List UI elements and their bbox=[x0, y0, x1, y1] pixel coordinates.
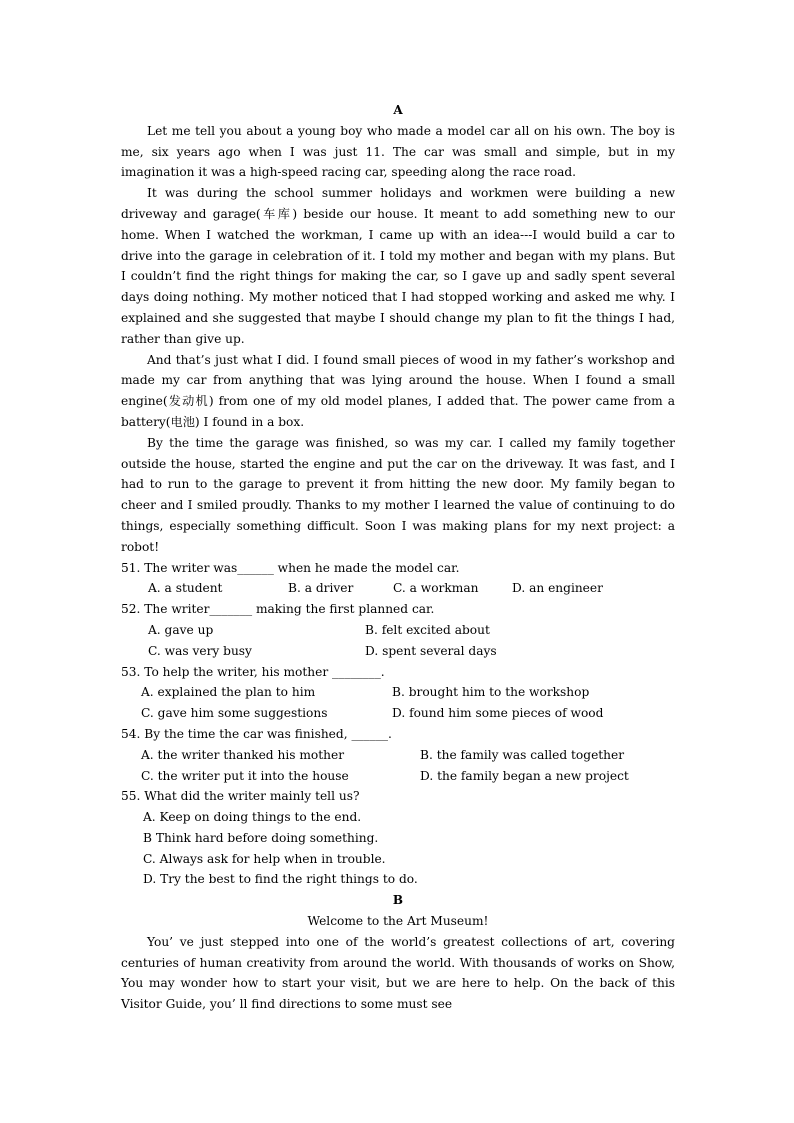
question-51-options bbox=[121, 578, 675, 599]
question-54-option-d: D. the family began a new project bbox=[420, 768, 629, 783]
question-53-option-c: C. gave him some suggestions bbox=[141, 706, 328, 721]
question-55-option-d: D. Try the best to find the right things to do. bbox=[143, 872, 418, 887]
passage-a-paragraph-2: It was during the school summer holidays and workmen were building a new driveway and garage(车库) beside our house. It meant to add something new to our home. When I watched the workman, I came up with an idea---I would build a car to drive into the garage in celebration of it. I told my mother and began with my plans. But I couldn’t find the right things for making the car, so I gave up and sadly spent several days doing nothing. My mother noticed that I had stopped working and asked me why. I explained and she suggested that maybe I should change my plan to fit the things I had, rather than give up. bbox=[121, 186, 675, 346]
passage-a-paragraph-1: Let me tell you about a young boy who made a model car all on his own. The boy is me, six years ago when I was just 11. The car was small and simple, but in my imagination it was a high-speed racing car, speeding along the race road. bbox=[121, 123, 675, 180]
question-55-stem: 55. What did the writer mainly tell us? bbox=[121, 789, 360, 804]
question-55-option-c: C. Always ask for help when in trouble. bbox=[143, 851, 386, 866]
passage-b-paragraph-1: You’ ve just stepped into one of the world’s greatest collections of art, covering centuries of human creativity from around the world. With thousands of works on Show, You may wonder how to start your visit, but we are here to help. On the back of this Visitor Guide, you’ ll find directions to some must see bbox=[121, 934, 675, 1012]
passage-a-paragraph-3: And that’s just what I did. I found small pieces of wood in my father’s workshop and made my car from anything that was lying around the house. When I found a small engine(发动机) from one of my old model planes, I added that. The power came from a battery(电池) I found in a box. bbox=[121, 352, 675, 429]
question-51-option-b: B. a driver bbox=[288, 581, 354, 596]
question-51-option-d: D. an engineer bbox=[512, 581, 603, 596]
question-53-options-row-1 bbox=[121, 682, 675, 703]
question-51-option-c: C. a workman bbox=[393, 581, 479, 596]
question-52-stem: 52. The writer_______ making the first planned car. bbox=[121, 602, 435, 617]
question-54-options-row-2 bbox=[121, 766, 675, 787]
question-53-option-d: D. found him some pieces of wood bbox=[392, 706, 604, 721]
question-52-option-c: C. was very busy bbox=[148, 643, 252, 658]
question-54-option-b: B. the family was called together bbox=[420, 747, 625, 762]
question-54-stem: 54. By the time the car was finished, ______. bbox=[121, 726, 392, 741]
question-51-option-a: A. a student bbox=[148, 581, 223, 596]
question-55-option-a: A. Keep on doing things to the end. bbox=[143, 810, 362, 825]
question-53-option-b: B. brought him to the workshop bbox=[392, 685, 590, 700]
passage-a-paragraph-4: By the time the garage was finished, so was my car. I called my family together outside the house, started the engine and put the car on the driveway. It was fast, and I had to run to the garage to prevent it from hitting the new door. My family began to cheer and I smiled proudly. Thanks to my mother I learned the value of continuing to do things, especially something difficult. Soon I was making plans for my next project: a robot! bbox=[121, 435, 675, 554]
question-53-stem: 53. To help the writer, his mother ________. bbox=[121, 664, 385, 679]
passage-b-title: Welcome to the Art Museum! bbox=[307, 914, 489, 929]
question-51-stem: 51. The writer was______ when he made the model car. bbox=[121, 560, 460, 575]
section-b-heading: B bbox=[392, 893, 404, 908]
question-52-option-b: B. felt excited about bbox=[365, 622, 490, 637]
question-53-options-row-2 bbox=[121, 703, 675, 724]
question-52-options-row-2 bbox=[121, 641, 675, 662]
question-54-option-a: A. the writer thanked his mother bbox=[141, 747, 345, 762]
question-52-option-d: D. spent several days bbox=[365, 643, 497, 658]
question-54-options-row-1 bbox=[121, 745, 675, 766]
question-52-options-row-1 bbox=[121, 620, 675, 641]
section-a-heading: A bbox=[393, 103, 403, 117]
document-page bbox=[121, 100, 675, 1015]
question-53-option-a: A. explained the plan to him bbox=[141, 685, 316, 700]
question-52-option-a: A. gave up bbox=[148, 622, 214, 637]
question-54-option-c: C. the writer put it into the house bbox=[141, 768, 349, 783]
question-55-option-b: B Think hard before doing something. bbox=[143, 830, 379, 845]
